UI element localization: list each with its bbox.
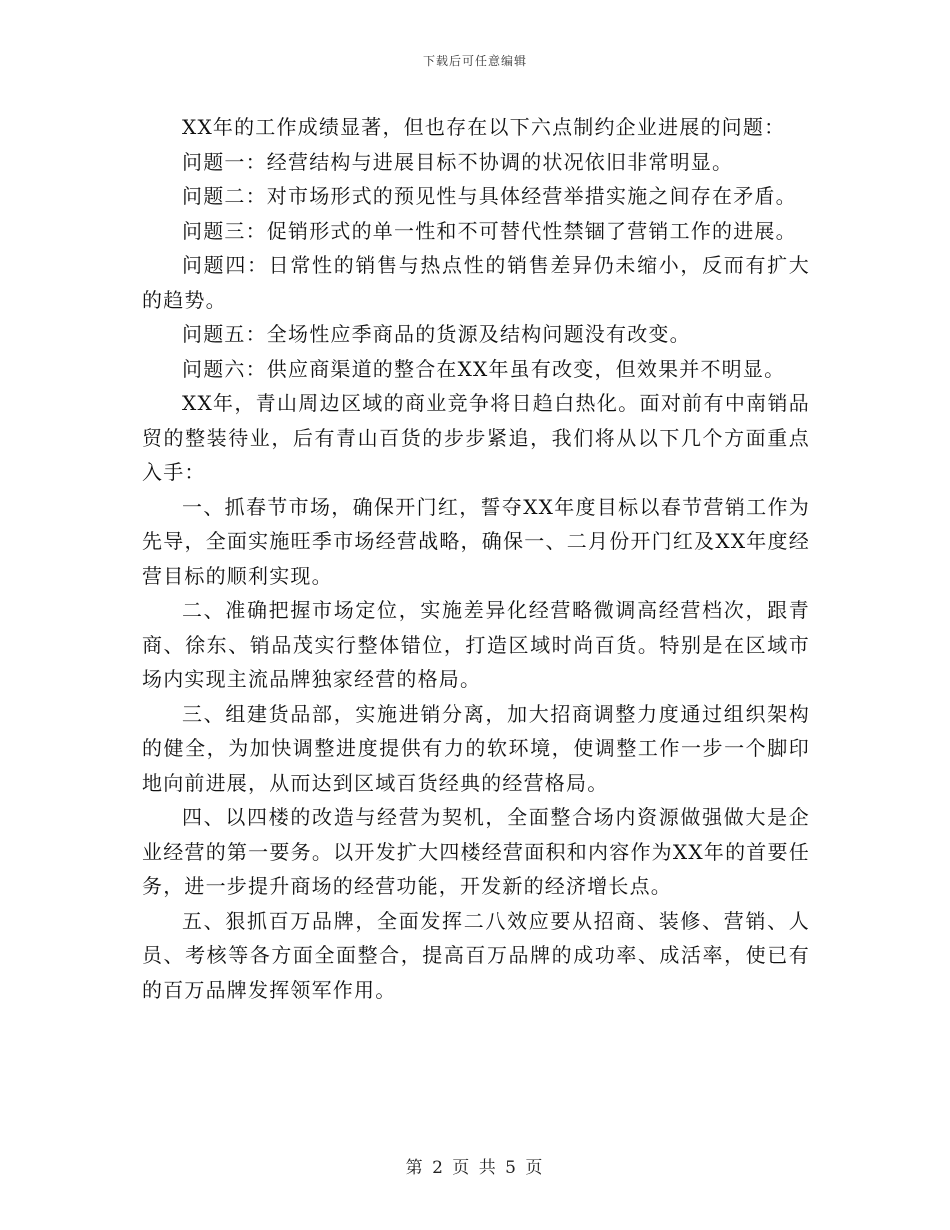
paragraph: 问题三：促销形式的单一性和不可替代性禁锢了营销工作的进展。 bbox=[182, 218, 797, 243]
paragraph: 二、准确把握市场定位，实施差异化经营略微调高经营档次，跟青商、徐东、销品茂实行整体错位，打造区域时尚百货。特别是在区域市场内实现主流品牌独家经营的格局。 bbox=[142, 598, 810, 691]
paragraph: 问题六：供应商渠道的整合在XX年虽有改变，但效果并不明显。 bbox=[182, 356, 786, 381]
paragraph: 四、以四楼的改造与经营为契机，全面整合场内资源做强做大是企业经营的第一要务。以开发扩大四楼经营面积和内容作为XX年的首要任务，进一步提升商场的经营功能，开发新的经济增长点。 bbox=[142, 805, 810, 898]
page-footer: 第 2 页 共 5 页 bbox=[405, 1158, 545, 1178]
paragraph: 一、抓春节市场，确保开门红，誓夺XX年度目标以春节营销工作为先导，全面实施旺季市场经营战略，确保一、二月份开门红及XX年度经营目标的顺利实现。 bbox=[142, 494, 810, 588]
paragraph: XX年的工作成绩显著，但也存在以下六点制约企业进展的问题： bbox=[182, 115, 786, 139]
paragraph: 问题二：对市场形式的预见性与具体经营举措实施之间存在矛盾。 bbox=[182, 184, 797, 208]
document-body bbox=[142, 110, 810, 1007]
paragraph: 问题四：日常性的销售与热点性的销售差异仍未缩小，反而有扩大的趋势。 bbox=[142, 253, 810, 312]
paragraph: XX年，青山周边区域的商业竞争将日趋白热化。面对前有中南销品贸的整装待业，后有青山百货的步步紧追，我们将从以下几个方面重点入手： bbox=[142, 391, 810, 484]
paragraph: 三、组建货品部，实施进销分离，加大招商调整力度通过组织架构的健全，为加快调整进度提供有力的软环境，使调整工作一步一个脚印地向前进展，从而达到区域百货经典的经营格局。 bbox=[142, 701, 810, 795]
paragraph: 五、狠抓百万品牌，全面发挥二八效应要从招商、装修、营销、人员、考核等各方面全面整合，提高百万品牌的成功率、成活率，使已有的百万品牌发挥领军作用。 bbox=[142, 908, 810, 1002]
paragraph: 问题一：经营结构与进展目标不协调的状况依旧非常明显。 bbox=[182, 149, 734, 174]
paragraph: 问题五：全场性应季商品的货源及结构问题没有改变。 bbox=[182, 322, 691, 346]
page-header: 下载后可任意编辑 bbox=[422, 54, 527, 68]
